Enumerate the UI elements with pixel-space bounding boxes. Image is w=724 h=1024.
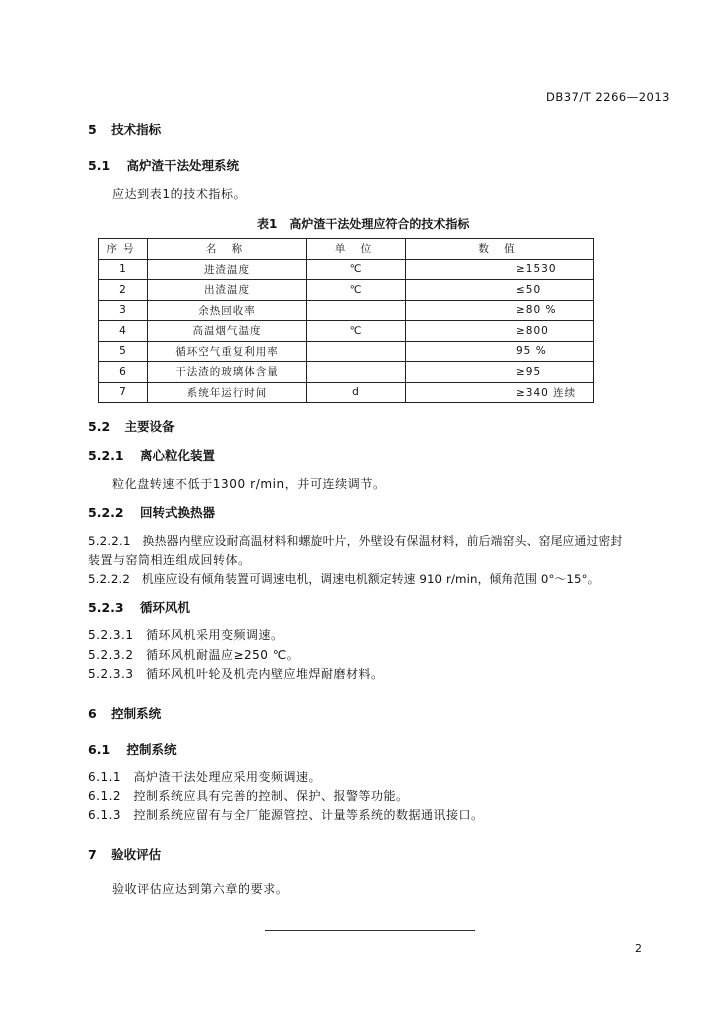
section-title: 高炉渣干法处理系统 [126, 158, 240, 173]
paragraph-6-1-1: 6.1.1 高炉渣干法处理应采用变频调速。 [88, 770, 322, 784]
section-number: 5.2.1 [88, 448, 124, 463]
table-cell: 6 [99, 362, 148, 383]
technical-indicators-table [98, 238, 594, 403]
table-cell: ≥1530 [406, 259, 594, 280]
table-cell: 1 [99, 259, 148, 280]
section-6-1-heading [88, 740, 177, 758]
table-cell: 高温烟气温度 [148, 321, 307, 342]
table-cell: 进渣温度 [148, 259, 307, 280]
table-header-row [99, 239, 594, 260]
table-cell: ℃ [307, 321, 406, 342]
table-cell: ≥80 % [406, 300, 594, 321]
end-rule-divider [265, 930, 475, 931]
paragraph-6-1-3: 6.1.3 控制系统应留有与全厂能源管控、计量等系统的数据通讯接口。 [88, 808, 484, 822]
section-5-2-3-heading [88, 598, 190, 616]
table-cell: 7 [99, 382, 148, 403]
paragraph-5-1: 应达到表1的技术指标。 [112, 187, 247, 201]
table-cell: d [307, 382, 406, 403]
table-cell: ≥800 [406, 321, 594, 342]
table-cell: 循环空气重复利用率 [148, 341, 307, 362]
section-title: 验收评估 [111, 847, 162, 862]
table-cell: 5 [99, 341, 148, 362]
section-number: 6.1 [88, 742, 111, 757]
section-title: 控制系统 [111, 706, 162, 721]
table-row [99, 362, 594, 383]
section-title: 控制系统 [126, 742, 177, 757]
table-cell: 系统年运行时间 [148, 382, 307, 403]
section-7-heading [88, 845, 161, 863]
section-number: 5.2 [88, 419, 111, 434]
paragraph-5-2-2-1-line2: 装置与窑筒相连组成回转体。 [88, 553, 251, 567]
section-number: 5 [88, 122, 97, 137]
section-number: 5.1 [88, 158, 111, 173]
table-row [99, 300, 594, 321]
paragraph-5-2-3-1: 5.2.3.1 循环风机采用变频调速。 [88, 628, 284, 642]
column-header: 序号 [99, 239, 148, 260]
table-cell: 干法渣的玻璃体含量 [148, 362, 307, 383]
table-cell: ≤50 [406, 280, 594, 301]
table-cell: 余热回收率 [148, 300, 307, 321]
table-cell [307, 300, 406, 321]
section-5-1-heading [88, 156, 239, 174]
table-row [99, 280, 594, 301]
paragraph-5-2-3-2: 5.2.3.2 循环风机耐温应≥250 ℃。 [88, 648, 300, 662]
section-number: 7 [88, 847, 97, 862]
section-number: 5.2.2 [88, 505, 124, 520]
column-header: 名 称 [148, 239, 307, 260]
paragraph-7: 验收评估应达到第六章的要求。 [112, 882, 289, 896]
table-cell: 2 [99, 280, 148, 301]
table-row [99, 259, 594, 280]
table-cell [307, 341, 406, 362]
paragraph-5-2-2-2: 5.2.2.2 机座应设有倾角装置可调速电机，调速电机额定转速 910 r/min，倾角范围 0°～15°。 [88, 572, 600, 586]
section-5-2-heading [88, 417, 175, 435]
table-row [99, 382, 594, 403]
table-cell: ℃ [307, 280, 406, 301]
section-5-2-1-heading [88, 446, 215, 464]
column-header: 数 值 [406, 239, 594, 260]
table-row [99, 341, 594, 362]
section-5-heading [88, 120, 161, 138]
table-cell: ≥340 连续 [406, 382, 594, 403]
table-caption: 表1 高炉渣干法处理应符合的技术指标 [257, 217, 470, 231]
paragraph-5-2-3-3: 5.2.3.3 循环风机叶轮及机壳内壁应堆焊耐磨材料。 [88, 667, 384, 681]
paragraph-5-2-2-1-line1: 5.2.2.1 换热器内壁应设耐高温材料和螺旋叶片，外壁设有保温材料，前后端窑头、窑尾应通过密封 [88, 534, 623, 548]
table-cell [307, 362, 406, 383]
page-number: 2 [635, 942, 642, 955]
section-title: 回转式换热器 [139, 505, 215, 520]
document-id: DB37/T 2266—2013 [546, 90, 670, 104]
section-title: 主要设备 [124, 419, 175, 434]
paragraph-6-1-2: 6.1.2 控制系统应具有完善的控制、保护、报警等功能。 [88, 789, 409, 803]
section-title: 循环风机 [139, 600, 190, 615]
table-cell: 4 [99, 321, 148, 342]
section-6-heading [88, 704, 161, 722]
paragraph-5-2-1: 粒化盘转速不低于1300 r/min，并可连续调节。 [112, 477, 386, 491]
table-row [99, 321, 594, 342]
section-number: 6 [88, 706, 97, 721]
column-header: 单 位 [307, 239, 406, 260]
section-number: 5.2.3 [88, 600, 124, 615]
section-title: 离心粒化装置 [139, 448, 215, 463]
section-5-2-2-heading [88, 503, 215, 521]
table-cell: 3 [99, 300, 148, 321]
table-cell: ≥95 [406, 362, 594, 383]
section-title: 技术指标 [111, 122, 162, 137]
table-cell: ℃ [307, 259, 406, 280]
table-cell: 95 % [406, 341, 594, 362]
table-cell: 出渣温度 [148, 280, 307, 301]
